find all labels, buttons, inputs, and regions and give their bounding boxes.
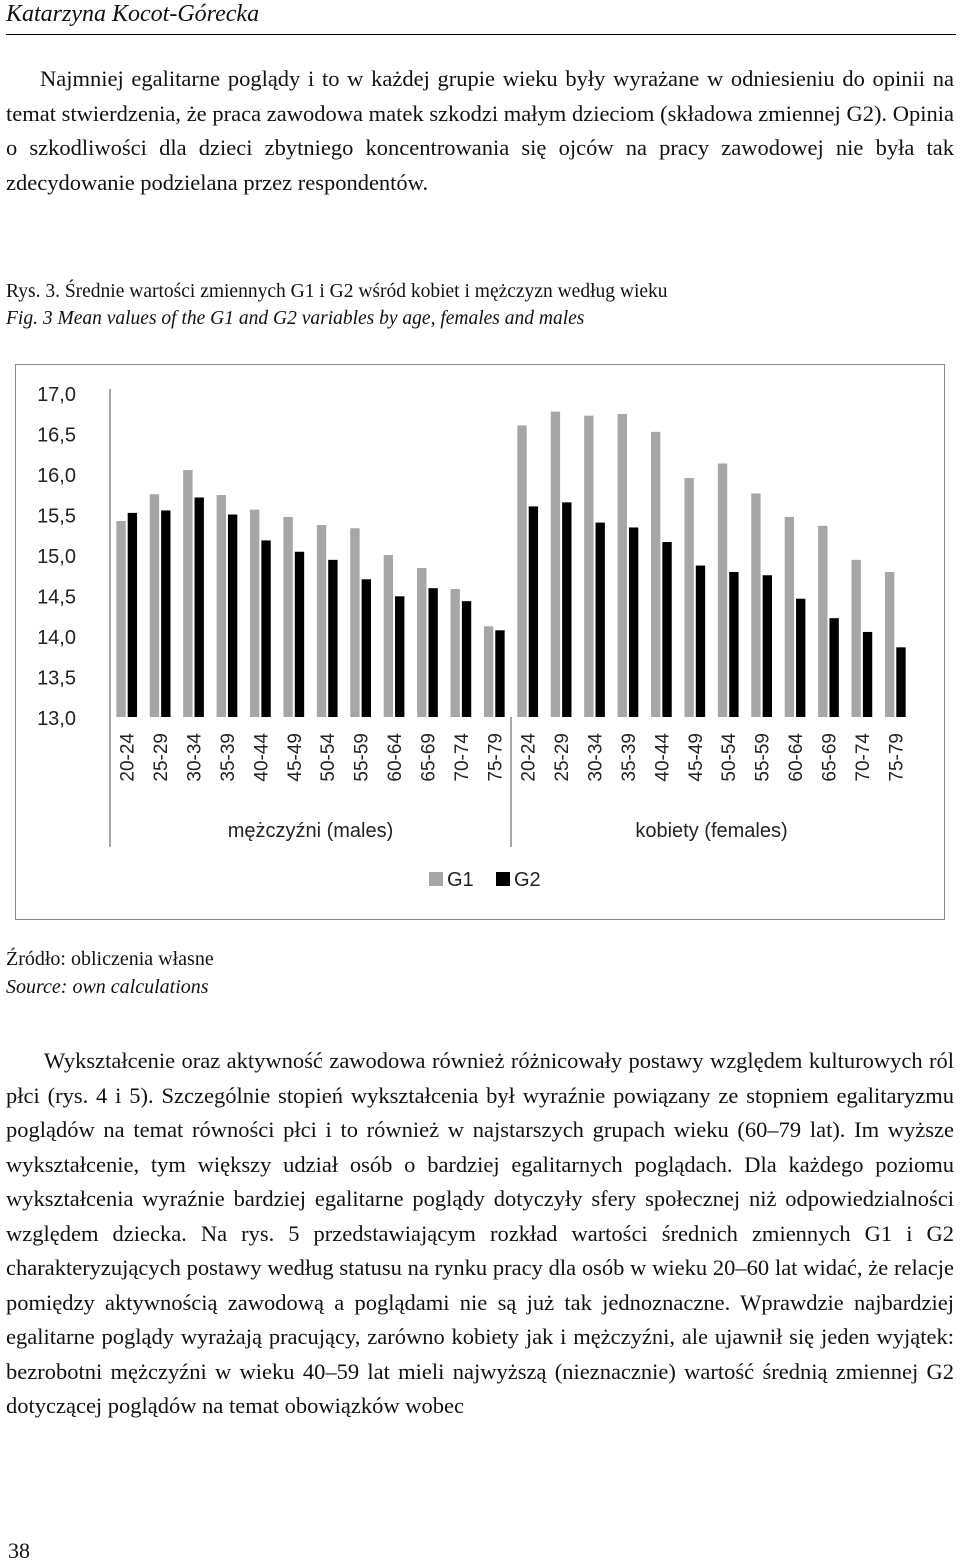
bar-g2 (863, 632, 872, 717)
bar-g2 (562, 502, 571, 717)
x-tick-label: 20-24 (518, 733, 540, 782)
bar-g2 (696, 566, 705, 717)
legend-label-g1: G1 (447, 869, 474, 891)
bar-g2 (261, 540, 270, 717)
bar-g2 (763, 575, 772, 717)
x-tick-label: 20-24 (117, 733, 139, 782)
legend-swatch-g1 (429, 872, 443, 886)
bar-g1 (317, 525, 326, 717)
legend-swatch-g2 (496, 872, 510, 886)
bar-g1 (785, 517, 794, 717)
x-tick-label: 40-44 (251, 733, 273, 782)
x-tick-label: 25-29 (151, 733, 173, 782)
bar-g2 (228, 515, 237, 718)
bar-g1 (584, 416, 593, 717)
x-tick-label: 75-79 (886, 733, 908, 782)
bar-g2 (829, 618, 838, 717)
bar-g2 (395, 596, 404, 717)
bar-g1 (150, 494, 159, 717)
bar-g1 (183, 470, 192, 717)
bar-g1 (116, 521, 125, 717)
running-header-author: Katarzyna Kocot-Górecka (6, 1, 260, 27)
y-tick-label: 16,0 (37, 465, 76, 487)
figure-caption-en: Fig. 3 Mean values of the G1 and G2 variables by age, females and males (6, 308, 585, 329)
x-tick-label: 65-69 (418, 733, 440, 782)
bar-g2 (328, 560, 337, 717)
page-number: 38 (8, 1538, 30, 1563)
y-tick-label: 14,0 (37, 627, 76, 649)
bar-g1 (484, 626, 493, 717)
bar-g1 (451, 589, 460, 717)
bar-g1 (417, 568, 426, 717)
bar-g1 (651, 432, 660, 717)
bar-g2 (662, 542, 671, 717)
figure-caption-pl: Rys. 3. Średnie wartości zmiennych G1 i G2 wśród kobiet i mężczyzn według wieku (6, 281, 668, 302)
bar-g1 (350, 528, 359, 717)
x-tick-label: 55-59 (752, 733, 774, 782)
group-label: kobiety (females) (635, 820, 788, 842)
bar-g1 (283, 517, 292, 717)
x-tick-label: 45-49 (284, 733, 306, 782)
source-note-pl: Źródło: obliczenia własne (6, 948, 214, 970)
bar-g2 (128, 513, 137, 717)
bar-g2 (362, 579, 371, 717)
x-tick-label: 50-54 (318, 733, 340, 782)
bar-g1 (684, 478, 693, 717)
bar-g1 (751, 493, 760, 717)
bar-g2 (596, 523, 605, 717)
bar-g1 (718, 463, 727, 717)
x-tick-label: 30-34 (585, 733, 607, 782)
bar-chart (16, 365, 946, 921)
bar-g2 (161, 510, 170, 717)
bar-g1 (885, 572, 894, 717)
x-tick-label: 75-79 (485, 733, 507, 782)
y-tick-label: 15,0 (37, 546, 76, 568)
bar-g1 (384, 555, 393, 717)
x-tick-label: 40-44 (652, 733, 674, 782)
x-tick-label: 30-34 (184, 733, 206, 782)
header-rule (6, 34, 956, 35)
intro-paragraph: Najmniej egalitarne poglądy i to w każdej grupie wieku były wyrażane w odniesieniu do opinii na temat stwierdzenia, że praca zawodowa matek szkodzi małym dzieciom (składowa zmiennej G2). Opinia o szkodliwości dla dzieci zbytniego koncentrowania się ojców na pracy zawodowej nie była tak zdecydowanie podzielana przez respondentów. (6, 66, 954, 195)
bar-g2 (896, 647, 905, 717)
bar-g1 (217, 495, 226, 717)
x-tick-label: 60-64 (385, 733, 407, 782)
legend-label-g2: G2 (514, 869, 541, 891)
group-label: mężczyźni (males) (227, 820, 394, 842)
bar-g2 (796, 599, 805, 717)
x-tick-label: 70-74 (451, 733, 473, 782)
source-note-en: Source: own calculations (6, 976, 209, 998)
bar-g1 (852, 560, 861, 717)
bar-g2 (495, 630, 504, 717)
bar-g1 (618, 414, 627, 717)
x-tick-label: 35-39 (618, 733, 640, 782)
bar-g2 (729, 572, 738, 717)
x-tick-label: 70-74 (852, 733, 874, 782)
body-paragraph: Wykształcenie oraz aktywność zawodowa również różnicowały postawy względem kulturowych ról płci (rys. 4 i 5). Szczególnie stopień wykształcenia był wyraźnie powiązany ze stopniem egalitaryzmu poglądów na temat równości płci i to również w najstarszych grupach wieku (60–79 lat). Im wyższe wykształcenie, tym większy udział osób o bardziej egalitarnych poglądach. Dla każdego poziomu wykształcenia wyraźnie bardziej egalitarne poglądy dotyczyły sfery społecznej niż odpowiedzialności względem dziecka. Na rys. 5 przedstawiającym rozkład wartości średnich zmiennych G1 i G2 charakteryzujących postawy według statusu na rynku pracy dla osób w wieku 20–60 lat widać, że relacje pomiędzy aktywnością zawodową a poglądami nie są już tak jednoznaczne. Wprawdzie najbardziej egalitarne poglądy wyrażają pracujący, zarówno kobiety jak i mężczyźni, ale ujawnił się jeden wyjątek: bezrobotni mężczyźni w wieku 40–59 lat mieli najwyższą (nieznacznie) wartość średnią zmiennej G2 dotyczącej poglądów na temat obowiązków wobec (6, 1048, 954, 1418)
bar-g2 (629, 527, 638, 717)
bar-g2 (195, 497, 204, 717)
bar-g2 (295, 552, 304, 717)
bar-g2 (529, 506, 538, 717)
x-tick-label: 45-49 (685, 733, 707, 782)
bar-g1 (517, 425, 526, 717)
bar-g1 (818, 526, 827, 717)
x-tick-label: 65-69 (819, 733, 841, 782)
x-tick-label: 25-29 (552, 733, 574, 782)
y-tick-label: 13,5 (37, 667, 76, 690)
x-tick-label: 35-39 (217, 733, 239, 782)
chart-container (15, 364, 945, 920)
x-tick-label: 50-54 (719, 733, 741, 782)
x-tick-label: 60-64 (786, 733, 808, 782)
bar-g1 (551, 412, 560, 717)
y-tick-label: 17,0 (37, 384, 76, 406)
y-tick-label: 15,5 (37, 505, 76, 528)
bar-g2 (428, 588, 437, 717)
y-tick-label: 13,0 (37, 708, 76, 730)
y-tick-label: 16,5 (37, 424, 76, 447)
bar-g1 (250, 510, 259, 717)
x-tick-label: 55-59 (351, 733, 373, 782)
bar-g2 (462, 601, 471, 717)
y-tick-label: 14,5 (37, 586, 76, 609)
